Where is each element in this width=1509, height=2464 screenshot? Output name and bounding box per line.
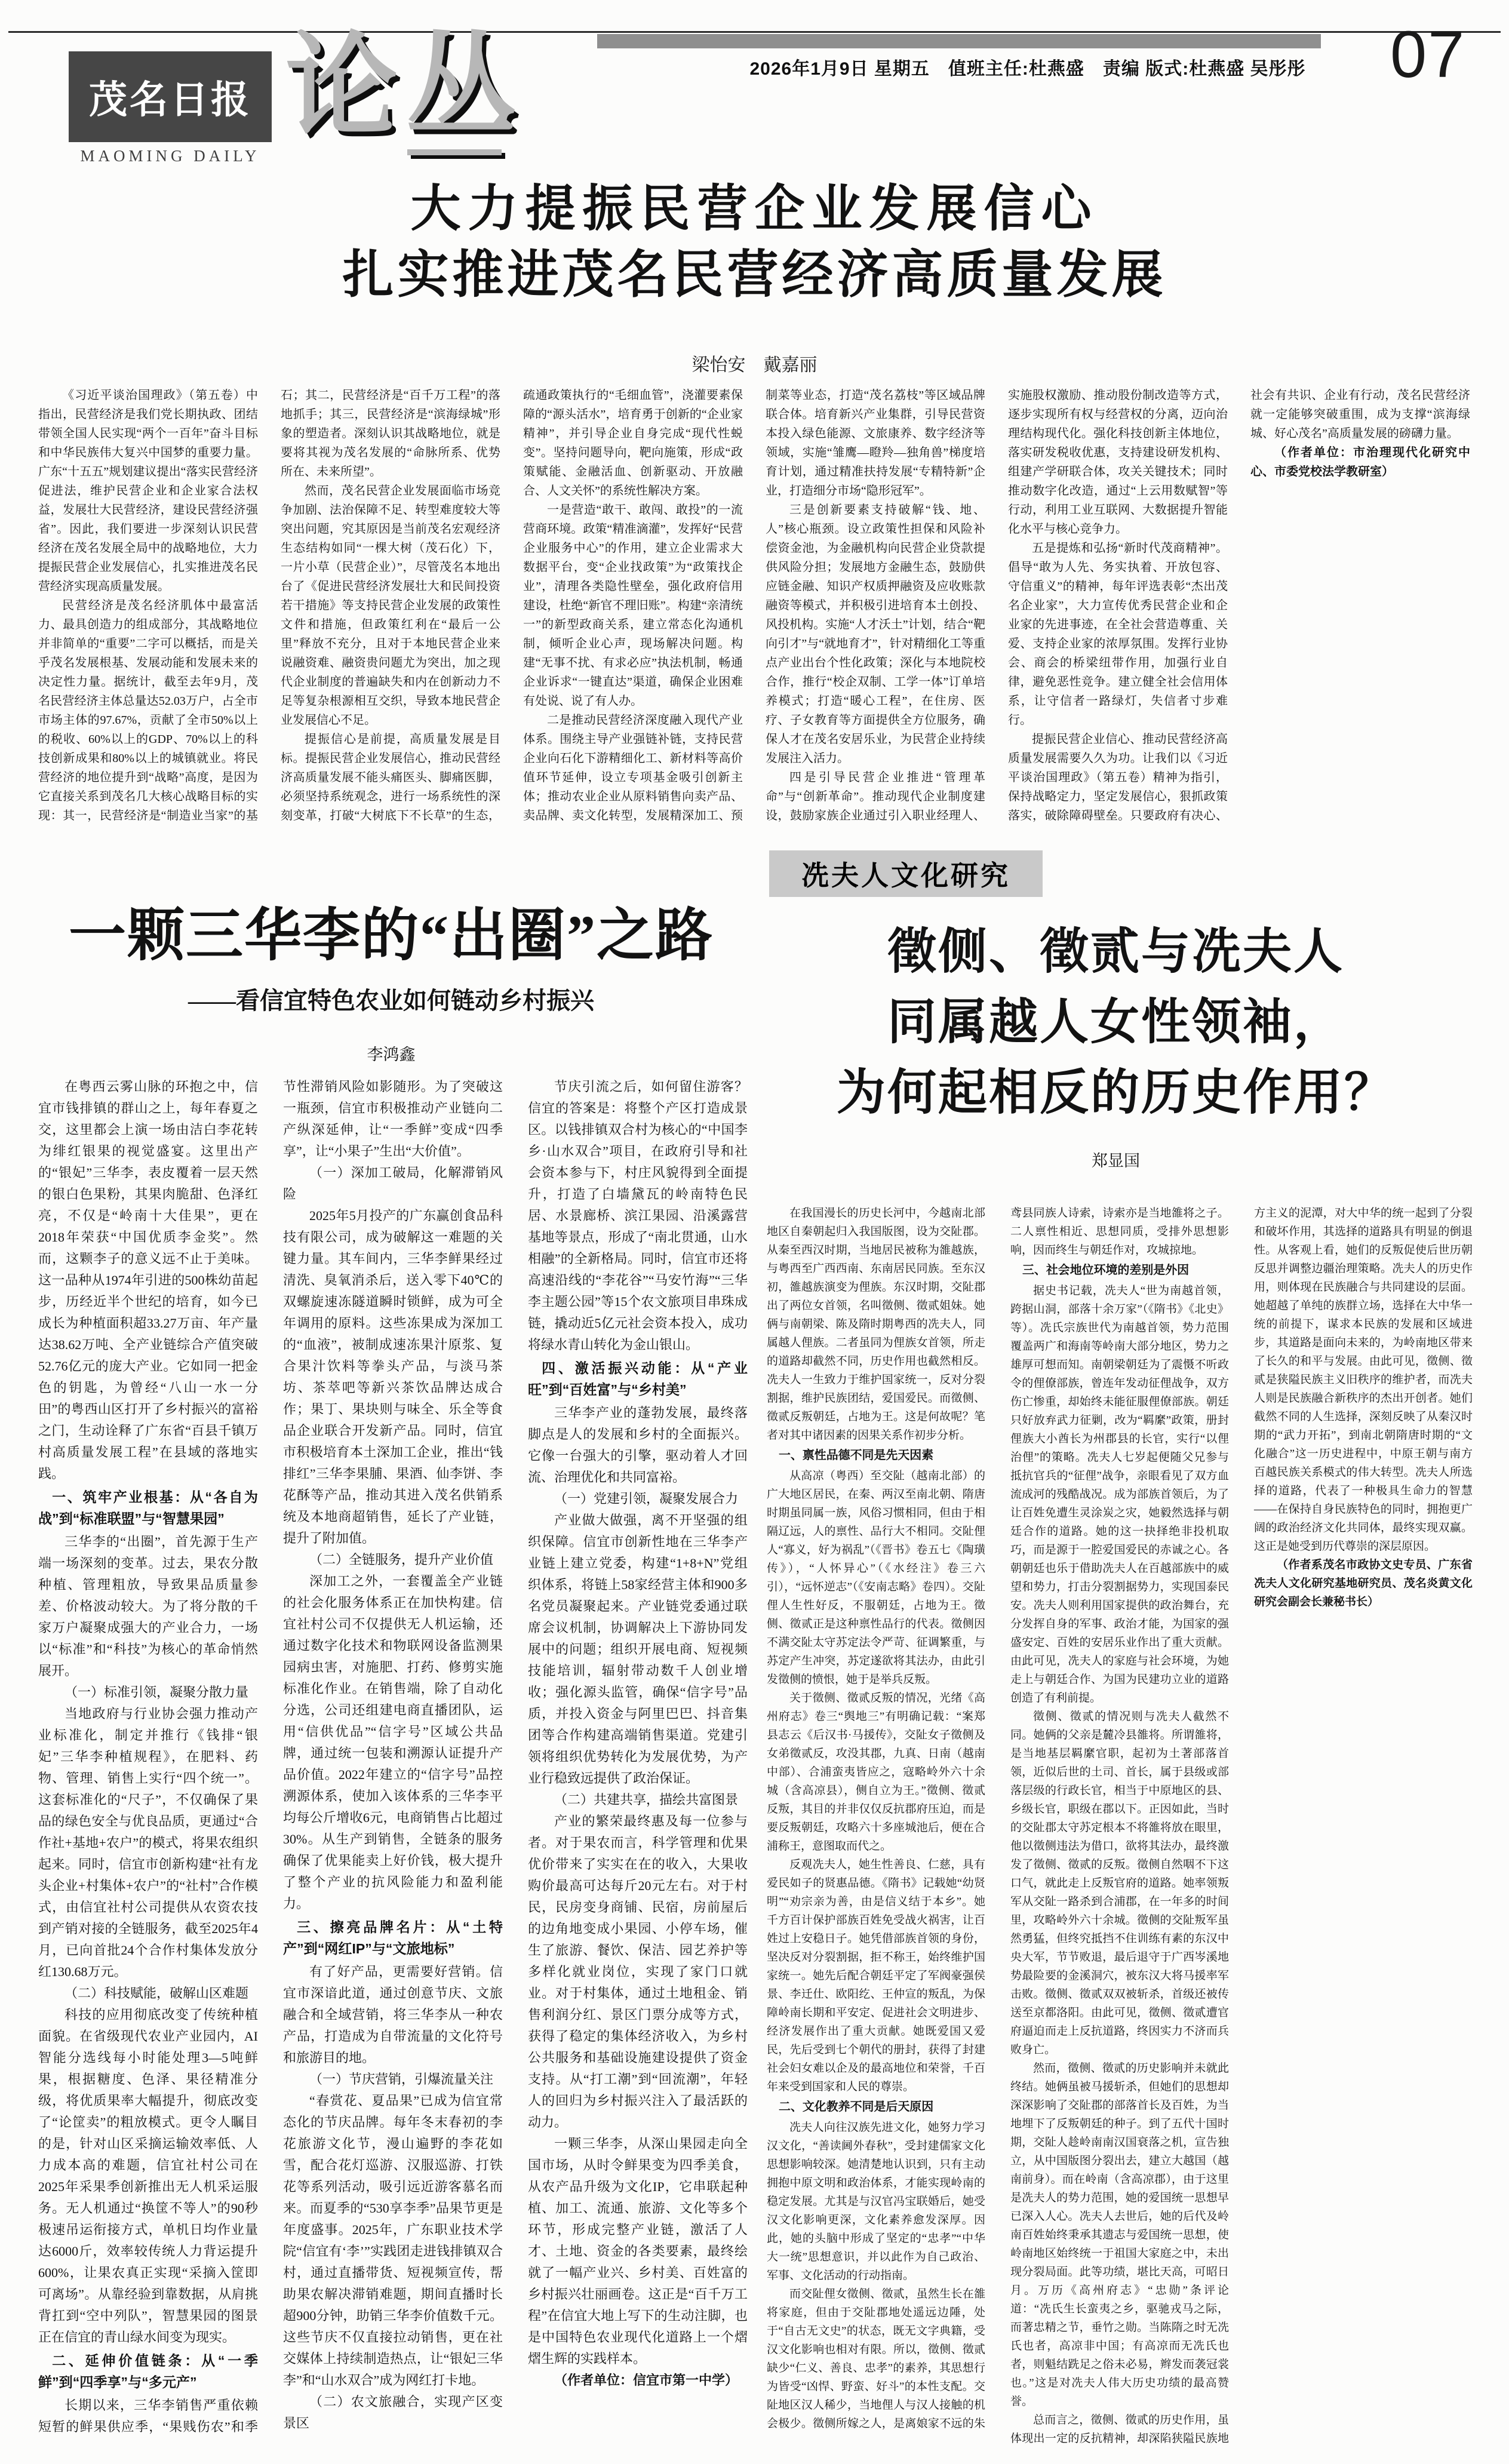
right-article-headline-line2: 同属越人女性领袖， [887,995,1344,1049]
paragraph: 产业的繁荣最终惠及每一位参与者。对于果农而言，科学管理和优果优价带来了实实在在的收入，大果收购价最高可达每斤20元左右。对于村民，民房变身商铺、民宿，房前屋后的边角地变成小果园、小停车场，催生了旅游、餐饮、保洁、园艺养护等多样化就业岗位，实现了家门口就业。对于村集体，通过土地租金、销售利润分红、景区门票分成等方式，获得了稳定的集体经济收入，为乡村公共服务和基础设施建设提供了资金支持。从“打工潮”到“回流潮”，年轻人的回归为乡村振兴注入了最活跃的动力。 [528,1814,748,2130]
paragraph: 提振民营企业信心、推动民营经济高质量发展需要久久为功。让我们以《习近平谈治国理政》（第五卷）精神为指引，保持战略定力，坚定发展信心，狠抓政策落实，破除障碍壁垒。只要政府有决心、社会有共识、企业有行动，茂名民营经济就一定能够突破重围，成为支撑“滨海绿城、好心茂名”高质量发展的磅礴力量。 [1008,389,1470,822]
paragraph: 而交阯俚女徵侧、徵贰，虽然生长在雒将家庭，但由于交阯郡地处遥远边陲，处于“自古无文史”的状态，既无文字典籍，受汉文化影响也相对有限。所以，徵侧、徵贰缺少“仁义、善良、忠孝”的素养，其思想行为皆受“凶悍、野蛮、好斗”的本性支配。交阯地区汉人稀少，当地俚人与汉人接触的机会极少。徵侧所嫁之人，是离娘家不远的朱鸢县同族人诗索，诗索亦是当地雒将之子。二人禀性相近、思想同质，受排外思想影响，因而终生与朝廷作对，攻城掠地。 [767,1207,1229,2430]
main-article-body [38,386,1470,841]
paragraph: 据史书记载，冼夫人“世为南越首领，跨据山洞，部落十余万家”（《隋书》《北史》等）。冼氏宗族世代为南越首领，势力范围覆盖两广和海南等岭南大部分地区，势力之雄厚可想而知。南朝梁朝廷为了震慑不听政令的俚僚部族，曾连年发动征俚战争，双方伤亡惨重，却始终未能征服俚僚部族。朝廷只好放弃武力征剿，改为“羁縻”政策，册封俚族大小酋长为州郡县的长官，实行“以俚治俚”的策略。冼夫人七岁起便随父兄参与抵抗官兵的“征俚”战争，亲眼看见了双方血流成河的残酷战况。成为部族首领后，为了让百姓免遭生灵涂炭之灾，她毅然选择与朝廷合作的道路。她的这一抉择绝非投机取巧，而是源于一腔爱国爱民的赤诚之心。各朝朝廷也乐于借助冼夫人在百越部族中的威望和势力，打击分裂割据势力，实现国泰民安。冼夫人则利用国家提供的政治舞台，充分发挥自身的军事、政治才能，为国家的强盛安定、百姓的安居乐业作出了重大贡献。由此可见，冼夫人的家庭与社会环境，为她走上与朝廷合作、为国为民建功立业的道路创造了有利前提。 [1010,1285,1229,1704]
paragraph: 在我国漫长的历史长河中，今越南北部地区自秦朝起归入我国版图，设为交阯郡。从秦至西汉时期，当地居民被称为雒越族，与粤西至广西西南、东南居民同族。至东汉初，雒越族演变为俚族。东汉时期，交阯郡出了两位女首领，名叫徵侧、徵贰姐妹。她俩与南朝梁、陈及隋时期粤西的冼夫人，同属越人俚族。二者虽同为俚族女首领，所走的道路却截然不同，历史作用也截然相反。冼夫人一生致力于维护国家统一，反对分裂割据，维护民族团结，爱国爱民。而徵侧、徵贰反叛朝廷，占地为王。这是何故呢？笔者对其中诸因素的因果关系作初步分析。 [767,1207,985,1442]
paragraph: 在粤西云雾山脉的环抱之中，信宜市钱排镇的群山之上，每年春夏之交，这里都会上演一场由洁白李花转为绯红银果的视觉盛宴。这里出产的“银妃”三华李，表皮覆着一层天然的银白色果粉，其果肉脆甜、色泽红亮，不仅是“岭南十大佳果”，更在2018年荣获“中国优质李金奖”。然而，这颗李子的意义远不止于美味。这一品种从1974年引进的500株幼苗起步，历经近半个世纪的培育，如今已成长为种植面积超33.27万亩、年产量达38.62万吨、全产业链综合产值突破52.76亿元的庞大产业。它如同一把金色的钥匙，为曾经“八山一水一分田”的粤西山区打开了乡村振兴的富裕之门，生动诠释了广东省“百县千镇万村高质量发展工程”在县域的落地实践。 [38,1079,258,1481]
right-article-body [767,1204,1473,2450]
section-subhead: 一、禀性品德不同是先天因素 [778,1449,934,1462]
paragraph: 民营经济是茂名经济肌体中最富活力、最具创造力的组成部分，其战略地位并非简单的“重要”二字可以概括，而是关乎茂名发展根基、发展动能和发展未来的决定性力量。据统计，截至去年9月，茂名民营经济主体总量达52.03万户，占全市市场主体的97.67%，贡献了全市50%以上的税收、60%以上的GDP、70%以上的科技创新成果和80%以上的城镇就业。将民营经济的地位提升到“战略”高度，是因为它直接关系到茂名几大核心战略目标的实现：其一，民营经济是“制造业当家”的基石；其二，民营经济是“百千万工程”的落地抓手；其三，民营经济是“滨海绿城”形象的塑造者。深刻认识其战略地位，就是要将其视为茂名发展的“命脉所系、优势所在、未来所望”。 [38,389,500,822]
paragraph: （一）深加工破局，化解滞销风险 [283,1165,503,1202]
masthead-logo-en: MAOMING DAILY [80,147,260,165]
masthead-logo [69,51,272,142]
paragraph: 《习近平谈治国理政》（第五卷）中指出，民营经济是我们党长期执政、团结带领全国人民实现“两个一百年”奋斗目标和中华民族伟大复兴中国梦的重要力量。广东“十五五”规划建议提出“落实民营经济促进法，维护民营企业和企业家合法权益，发展壮大民营经济，建设民营经济强省”。因此，我们要进一步深刻认识民营经济在茂名发展全局中的战略地位，大力提振民营企业发展信心，扎实推进茂名民营经济实现高质量发展。 [38,389,258,593]
masthead-logo-cn: 茂名日报 [89,79,251,121]
column-title: 论丛 [285,24,524,149]
paragraph: 徵侧、徵贰的情况则与冼夫人截然不同。她俩的父亲是麓冷县雒将。所谓雒将，是当地基层羁縻官职，起初为土著部落首领，近似后世的土司、首长，属于县级或部落层级的行政长官，相当于中原地区的县、乡级长官，职级在郡以下。正因如此，当时的交阯郡太守苏定根本不将雒将放在眼里，他以徵侧违法为借口，欲将其法办，最终激发了徵侧、徵贰的反叛。徵侧自然咽不下这口气，就此走上反叛官府的道路。她率领叛军从交阯一路杀到合浦郡，在一年多的时间里，攻略岭外六十余城。徵侧的交阯叛军虽然勇猛，但终究抵挡不住训练有素的东汉中央大军，节节败退，最后退守于广西岑溪地势最险要的金溪洞穴，被东汉大将马援率军击败。徵侧、徵贰双双被斩杀，首级还被传送至京都洛阳。由此可见，徵侧、徵贰遭官府逼迫而走上反抗道路，终因实力不济而兵败身亡。 [1010,1710,1229,2056]
paragraph: 提振信心是前提，高质量发展是目标。提振民营企业发展信心，推动民营经济高质量发展不能头痛医头、脚痛医脚，必须坚持系统观念，进行一场系统性的深刻变革，打破“大树底下不长草”的生态，疏通政策执行的“毛细血管”，浇灌要素保障的“源头活水”，培育勇于创新的“企业家精神”，并引导企业自身完成“现代性蜕变”。坚持问题导向，靶向施策，形成“政策赋能、金融活血、创新驱动、开放融合、人文关怀”的系统性解决方案。 [281,389,743,822]
paragraph: 总而言之，徵侧、徵贰的历史作用，虽体现出一定的反抗精神，却深陷狭隘民族地方主义的泥潭，对大中华的统一起到了分裂和破坏作用，其选择的道路具有明显的倒退性。从客观上看，她们的反叛促使后世历朝反思并调整边疆治理策略。冼夫人的历史作用，则体现在民族融合与共同建设的层面。她超越了单纯的族群立场，选择在大中华一统的前提下，谋求本民族的发展和区域进步，其道路是面向未来的，为岭南地区带来了长久的和平与发展。由此可见，徵侧、徵贰是狭隘民族主义旧秩序的维护者，而冼夫人则是民族融合新秩序的杰出开创者。她们截然不同的人生选择，深刻反映了从秦汉时期的“武力开拓”，到南北朝隋唐时期的“文化融合”这一历史进程中，中原王朝与南方百越民族关系模式的伟大转型。冼夫人所选择的道路，代表了一种极具生命力的智慧——在保持自身民族特色的同时，拥抱更广阔的政治经济文化共同体，最终实现双赢。这正是她受到历代尊崇的深层原因。 [1010,1207,1473,2445]
page-number: 07 [1390,18,1466,91]
paragraph: 反观冼夫人，她生性善良、仁慈，具有爱民如子的贤惠品德。《隋书》记载她“幼贤明”“劝宗亲为善，由是信义结于本乡”。她千方百计保护部族百姓免受战火祸害，让百姓过上安稳日子。她凭借部族首领的身份，坚决反对分裂割据，拒不称王，始终维护国家统一。她先后配合朝廷平定了军阀豪强侯景、李迁仕、欧阳纥、王仲宣的叛乱，为保障岭南长期和平安定、促进社会文明进步、经济发展作出了重大贡献。她既爱国又爱民，先后受到七个朝代的册封，获得了封建社会妇女难以企及的最高地位和荣誉，千百年来受到国家和人民的尊崇。 [767,1858,985,2093]
paragraph: 关于徵侧、徵贰反叛的情况，光绪《高州府志》卷三“舆地三”有明确记载：“案郑县志云《后汉书·马援传》，交阯女子徵侧及女弟徵贰反，攻没其郡，九真、日南（越南中部）、合浦蛮夷皆应之，寇略岭外六十余城（含高凉县），侧自立为王。”徵侧、徵贰反叛，其目的并非仅仅反抗郡府压迫，而是要反叛朝廷，攻略六十多座城池后，便在合浦称王，意图取而代之。 [767,1692,985,1852]
left-article-subtitle: ——看信宜特色农业如何链动乡村振兴 [188,987,594,1014]
author-attribution: （作者单位：信宜市第一中学） [554,2373,739,2388]
paragraph: （一）节庆营销，引爆流量关注 [309,2072,494,2087]
main-headline-line2: 扎实推进茂名民营经济高质量发展 [342,246,1167,303]
section-subhead: 一、筑牢产业根基：从“各自为战”到“标准联盟”与“智慧果园” [38,1489,258,1526]
paragraph: 有了好产品，更需要好营销。信宜市深谙此道，通过创意节庆、文旅融合和全域营销，将三华李从一种农产品，打造成为自带流量的文化符号和旅游目的地。 [283,1964,503,2065]
left-article-byline: 李鸿鑫 [367,1046,416,1064]
column-title-underline [407,149,502,155]
right-article-headline-line1: 徵侧、徵贰与冼夫人 [887,924,1344,979]
paragraph: 四是引导民营企业推进“管理革命”与“创新革命”。推动现代企业制度建设，鼓励家族企业通过引入职业经理人、实施股权激励、推动股份制改造等方式，逐步实现所有权与经营权的分离，迈向治理结构现代化。强化科技创新主体地位，落实研发税收优惠，支持建设研发机构、组建产学研联合体，攻关关键技术；同时推动数字化改造，通过“上云用数赋智”等行动，利用工业互联网、大数据提升智能化水平与核心竞争力。 [766,389,1228,822]
author-attribution: （作者单位：市治理现代化研究中心、市委党校法学教研室） [1250,446,1470,478]
paragraph: 从高凉（粤西）至交阯（越南北部）的广大地区居民，在秦、两汉至南北朝、隋唐时期虽同属一族，风俗习惯相同，但由于相隔辽远，人的禀性、品行大不相同。交阯俚人“寡义，好为祸乱”（《晋书》卷五七《陶璜传》），“人怀异心”（《水经注》卷三六引），“远怀逆志”（《安南志略》卷四）。交阯俚人生性好反，不服朝廷，占地为王。徵侧、徵贰正是这种禀性品行的代表。徵侧因不满交阯太守苏定法令严苛、征调繁重，与苏定产生冲突，苏定遂欲将其法办，由此引发徵侧的愤恨，她于是举兵反叛。 [767,1470,985,1686]
paragraph: 当地政府与行业协会强力推动产业标准化，制定并推行《钱排“银妃”三华李种植规程》，在肥料、药物、管理、销售上实行“四个统一”。这套标准化的“尺子”，不仅确保了果品的绿色安全与优良品质，更通过“合作社+基地+农户”的模式，将果农组织起来。同时，信宜市创新构建“社有龙头企业+村集体+农户”的“社村”合作模式，由信宜社村公司提供从农资农技到产销对接的全链服务，截至2025年4月，已向首批24个合作村集体发放分红130.68万元。 [38,1706,258,1979]
paragraph: 三是创新要素支持破解“钱、地、人”核心瓶颈。设立政策性担保和风险补偿资金池，为金融机构向民营企业贷款提供风险分担；发展地方金融生态，鼓励供应链金融、知识产权质押融资及应收账款融资等模式，并积极引进培育本土创投、风投机构。实施“人才沃土”计划，结合“靶向引才”与“就地育才”，针对精细化工等重点产业出台个性化政策；深化与本地院校合作，推行“校企双制、工学一体”订单培养模式；打造“暖心工程”，在住房、医疗、子女教育等方面提供全方位服务，确保人才在茂名安居乐业，为民营企业持续发展注入活力。 [766,503,985,765]
paragraph: （二）共建共享，描绘共富图景 [554,1792,739,1807]
paragraph: （二）全链服务，提升产业价值 [309,1552,494,1567]
section-label: 冼夫人文化研究 [769,850,1043,897]
paragraph: 节庆引流之后，如何留住游客？信宜的答案是：将整个产区打造成景区。以钱排镇双合村为核心的“中国李乡·山水双合”项目，在政府引导和社会资本参与下，村庄风貌得到全面提升，打造了白墙黛瓦的岭南特色民居、水景廊桥、滨江果园、沿溪露营基地等景点，形成了“南北贯通，山水相融”的全新格局。同时，信宜市还将高速沿线的“李花谷”“马安竹海”“三华李主题公园”等15个农文旅项目串珠成链，撬动近5亿元社会资本投入，成功将绿水青山转化为金山银山。 [528,1079,748,1352]
paragraph: 长期以来，三华李销售严重依赖短暂的鲜果供应季，“果贱伤农”和季节性滞销风险如影随形。为了突破这一瓶颈，信宜市积极推动产业链向二产纵深延伸，让“一季鲜”变成“四季享”，让“小果子”生出“大价值”。 [38,1079,503,2434]
paragraph: 三华李产业的蓬勃发展，最终落脚点是人的发展和乡村的全面振兴。它像一台强大的引擎，驱动着人才回流、治理优化和共同富裕。 [528,1405,748,1485]
left-article-headline: 一颗三华李的“出圈”之路 [69,904,714,967]
paragraph: “春赏花、夏品果”已成为信宜常态化的节庆品牌。每年冬末春初的李花旅游文化节，漫山遍野的李花如雪，配合花灯巡游、汉服巡游、打铁花等系列活动，吸引远近游客慕名而来。而夏季的“530享李季”品果节更是年度盛事。2025年，广东职业技术学院“信宜有‘李’”实践团走进钱排镇双合村，通过直播带货、短视频宣传，帮助果农解决滞销难题，期间直播时长超900分钟，助销三华李价值数千元。这些节庆不仅直接拉动销售，更在社交媒体上持续制造热点，让“银妃三华李”和“山水双合”成为网红打卡地。 [283,2093,503,2388]
paragraph: 2025年5月投产的广东赢创食品科技有限公司，成为破解这一难题的关键力量。其车间内，三华李鲜果经过清洗、臭氧消杀后，送入零下40℃的双螺旋速冻隧道瞬时锁鲜，成为可全年调用的原料。这些冻果成为深加工的“血液”，被制成速冻果汁原浆、复合果汁饮料等拳头产品，与淡马茶坊、茶萃吧等新兴茶饮品牌达成合作；果丁、果块则与味全、乐全等食品企业联合开发新产品。同时，信宜市积极培育本土深加工企业，推出“钱排红”三华李果脯、果酒、仙李饼、李花酥等产品，推动其进入茂名供销系统及本地商超销售，延长了产业链，提升了附加值。 [283,1208,503,1546]
paragraph: （二）农文旅融合，实现产区变景区 [283,2394,503,2431]
main-headline-line1: 大力提振民营企业发展信心 [410,182,1099,237]
paragraph: 然而，茂名民营企业发展面临市场竞争加剧、法治保障不足、转型难度较大等突出问题，究其原因是当前茂名宏观经济生态结构如同“一棵大树（茂石化）下，一片小草（民营企业）”，尽管茂名本地出台了《促进民营经济发展壮大和民间投资若干措施》等支持民营企业发展的政策性文件和措施，但政策红利在“最后一公里”释放不充分，且对于本地民营企业来说融资难、融资贵问题尤为突出，加之现代企业制度的普遍缺失和内在创新动力不足等复杂根源相互交织，导致本地民营企业发展信心不足。 [281,484,500,727]
paragraph: 五是提炼和弘扬“新时代茂商精神”。倡导“敢为人先、务实执着、开放包容、守信重义”的精神，每年评选表彰“杰出茂名企业家”，大力宣传优秀民营企业和企业家的先进事迹，在全社会营造尊重、关爱、支持企业家的浓厚氛围。发挥行业协会、商会的桥梁纽带作用，加强行业自律，避免恶性竞争。建立健全社会信用体系，让守信者一路绿灯，失信者寸步难行。 [1008,542,1228,727]
paragraph: 产业做大做强，离不开坚强的组织保障。信宜市创新性地在三华李产业链上建立党委，构建“1+8+N”党组织体系，将链上58家经营主体和900多名党员凝聚起来。产业链党委通过联席会议机制，协调解决上下游协同发展中的问题；组织开展电商、短视频技能培训，辐射带动数千人创业增收；强化源头监管，确保“信字号”品质，并投入资金与阿里巴巴、抖音集团等合作构建高端销售渠道。党建引领将组织优势转化为发展优势，为产业行稳致远提供了政治保证。 [528,1513,748,1786]
paragraph: 三华李的“出圈”，首先源于生产端一场深刻的变革。过去，果农分散种植、管理粗放，导致果品质量参差、价格波动较大。为了将分散的千家万户凝聚成强大的产业合力，一场以“标准”和“科技”为核心的革命悄然展开。 [38,1534,258,1678]
paragraph: 科技的应用彻底改变了传统种植面貌。在省级现代农业产业园内，AI智能分选线每小时能处理3—5吨鲜果，根据糖度、色泽、果径精准分级，将优质果率大幅提升，彻底改变了“论筐卖”的粗放模式。更令人瞩目的是，针对山区采摘运输效率低、人力成本高的难题，信宜社村公司在2025年采果季创新推出无人机采运服务。无人机通过“换筐不等人”的90秒极速吊运衔接方式，单机日均作业量达6000斤，效率较传统人力背运提升600%，让果农真正实现“采摘入筐即可离场”。从靠经验到靠数据，从肩挑背扛到“空中列队”，智慧果园的图景正在信宜的青山绿水间变为现实。 [38,2007,258,2345]
paragraph: （二）科技赋能，破解山区难题 [64,1986,249,2001]
paragraph: （一）党建引领，凝聚发展合力 [554,1491,739,1506]
paragraph: 二是推动民营经济深度融入现代产业体系。围绕主导产业强链补链，支持民营企业向石化下游精细化工、新材料等高价值环节延伸，设立专项基金吸引创新主体；推动农业企业从原料销售向卖产品、卖品牌、卖文化转型，发展精深加工、预制菜等业态，打造“茂名荔枝”等区域品牌联合体。培育新兴产业集群，引导民营资本投入绿色能源、文旅康养、数字经济等领域，实施“雏鹰—瞪羚—独角兽”梯度培育计划，通过精准扶持发展“专精特新”企业，打造细分市场“隐形冠军”。 [523,389,985,822]
paragraph: （一）标准引领，凝聚分散力量 [64,1685,249,1700]
paragraph: 一颗三华李，从深山果园走向全国市场，从时令鲜果变为四季美食，从农产品升级为文化IP，它串联起种植、加工、流通、旅游、文化等多个环节，形成完整产业链，激活了人才、土地、资金的各类要素，最终绘就了一幅产业兴、乡村美、百姓富的乡村振兴壮丽画卷。这正是“百千万工程”在信宜大地上写下的生动注脚，也是中国特色农业现代化道路上一个熠熠生辉的实践样本。 [528,2136,748,2366]
right-article-byline: 郑显国 [1092,1152,1140,1170]
section-subhead: 三、擦亮品牌名片：从“土特产”到“网红IP”与“文旅地标” [283,1919,503,1956]
header-gray-bar [597,34,1321,48]
paragraph: 深加工之外，一套覆盖全产业链的社会化服务体系正在加快构建。信宜社村公司不仅提供无人机运输，还通过数字化技术和物联网设备监测果园病虫害，对施肥、打药、修剪实施标准化作业。在销售端，除了自动化分选，公司还组建电商直播团队，运用“信供优品”“信字号”区域公共品牌，通过统一包装和溯源认证提升产品价值。2022年建立的“信字号”品控溯源体系，使加入该体系的三华李平均每公斤增收6元，电商销售占比超过30%。从生产到销售，全链条的服务确保了优果能卖上好价钱，极大提升了整个产业的抗风险能力和盈利能力。 [283,1574,503,1911]
section-subhead: 三、社会地位环境的差别是外因 [1022,1264,1190,1277]
section-subhead: 四、激活振兴动能：从“产业旺”到“百姓富”与“乡村美” [528,1360,748,1397]
section-subhead: 二、延伸价值链条：从“一季鲜”到“四季享”与“多元产” [38,2353,258,2390]
paragraph: 冼夫人向往汉族先进文化，她努力学习汉文化，“善读阃外春秋”，受封建儒家文化思想影响较深。她清楚地认识到，只有主动拥抱中原文明和政治体系，才能实现岭南的稳定发展。尤其是与汉官冯宝联婚后，她受汉文化影响更深，文化素养愈发深厚。因此，她的头脑中形成了坚定的“忠孝”“中华大一统”思想意识，并以此作为自己政治、军事、文化活动的行动指南。 [767,2121,985,2282]
header-rule [8,31,1501,33]
right-article-headline-line3: 为何起相反的历史作用？ [836,1065,1395,1120]
date-line: 2026年1月9日 星期五 值班主任:杜燕盛 责编 版式:杜燕盛 吴彤彤 [749,59,1306,79]
left-article-body [38,1076,748,2447]
paragraph: 然而，徵侧、徵贰的历史影响并未就此终结。她俩虽被马援斩杀，但她们的思想却深深影响了交阯郡的部落首长及百姓，为当地埋下了反叛朝廷的种子。到了五代十国时期，交阯人趁岭南南汉国衰落之机，宣告独立，从中国版图分裂出去，建立大越国（越南前身）。而在岭南（含高凉郡），由于这里是冼夫人的势力范围，她的爱国统一思想早已深入人心。冼夫人去世后，她的后代及岭南百姓始终秉承其遗志与爱国统一思想，使岭南地区始终统一于祖国大家庭之中，未出现分裂局面。此等功绩，堪比天高，可昭日月。万历《高州府志》“忠勋”条评论道：“冼氏生长蛮夷之乡，驱驰戎马之际，而著忠精之节，垂竹之勋。当陈隋之时无冼氏也者，高凉非中国；有高凉而无冼氏也者，则魁结跣足之俗未必易，辫发而袭冠裳也。”这是对冼夫人伟大历史功绩的最高赞誉。 [1010,2062,1229,2408]
section-subhead: 二、文化教养不同是后天原因 [778,2100,934,2113]
paragraph: 一是营造“敢干、敢闯、敢投”的一流营商环境。政策“精准滴灌”，发挥好“民营企业服务中心”的作用，建立企业需求大数据平台，变“企业找政策”为“政策找企业”，清理各类隐性壁垒，强化政府信用建设，杜绝“新官不理旧账”。构建“亲清统一”的新型政商关系，建立常态化沟通机制，倾听企业心声，现场解决问题。构建“无事不扰、有求必应”执法机制，畅通企业诉求“一键直达”渠道，确保企业困难有处说、说了有人办。 [523,503,743,708]
author-attribution: （作者系茂名市政协文史专员、广东省冼夫人文化研究基地研究员、茂名炎黄文化研究会副会长兼秘书长） [1254,1559,1473,1608]
main-byline: 梁怡安 戴嘉丽 [692,355,817,375]
